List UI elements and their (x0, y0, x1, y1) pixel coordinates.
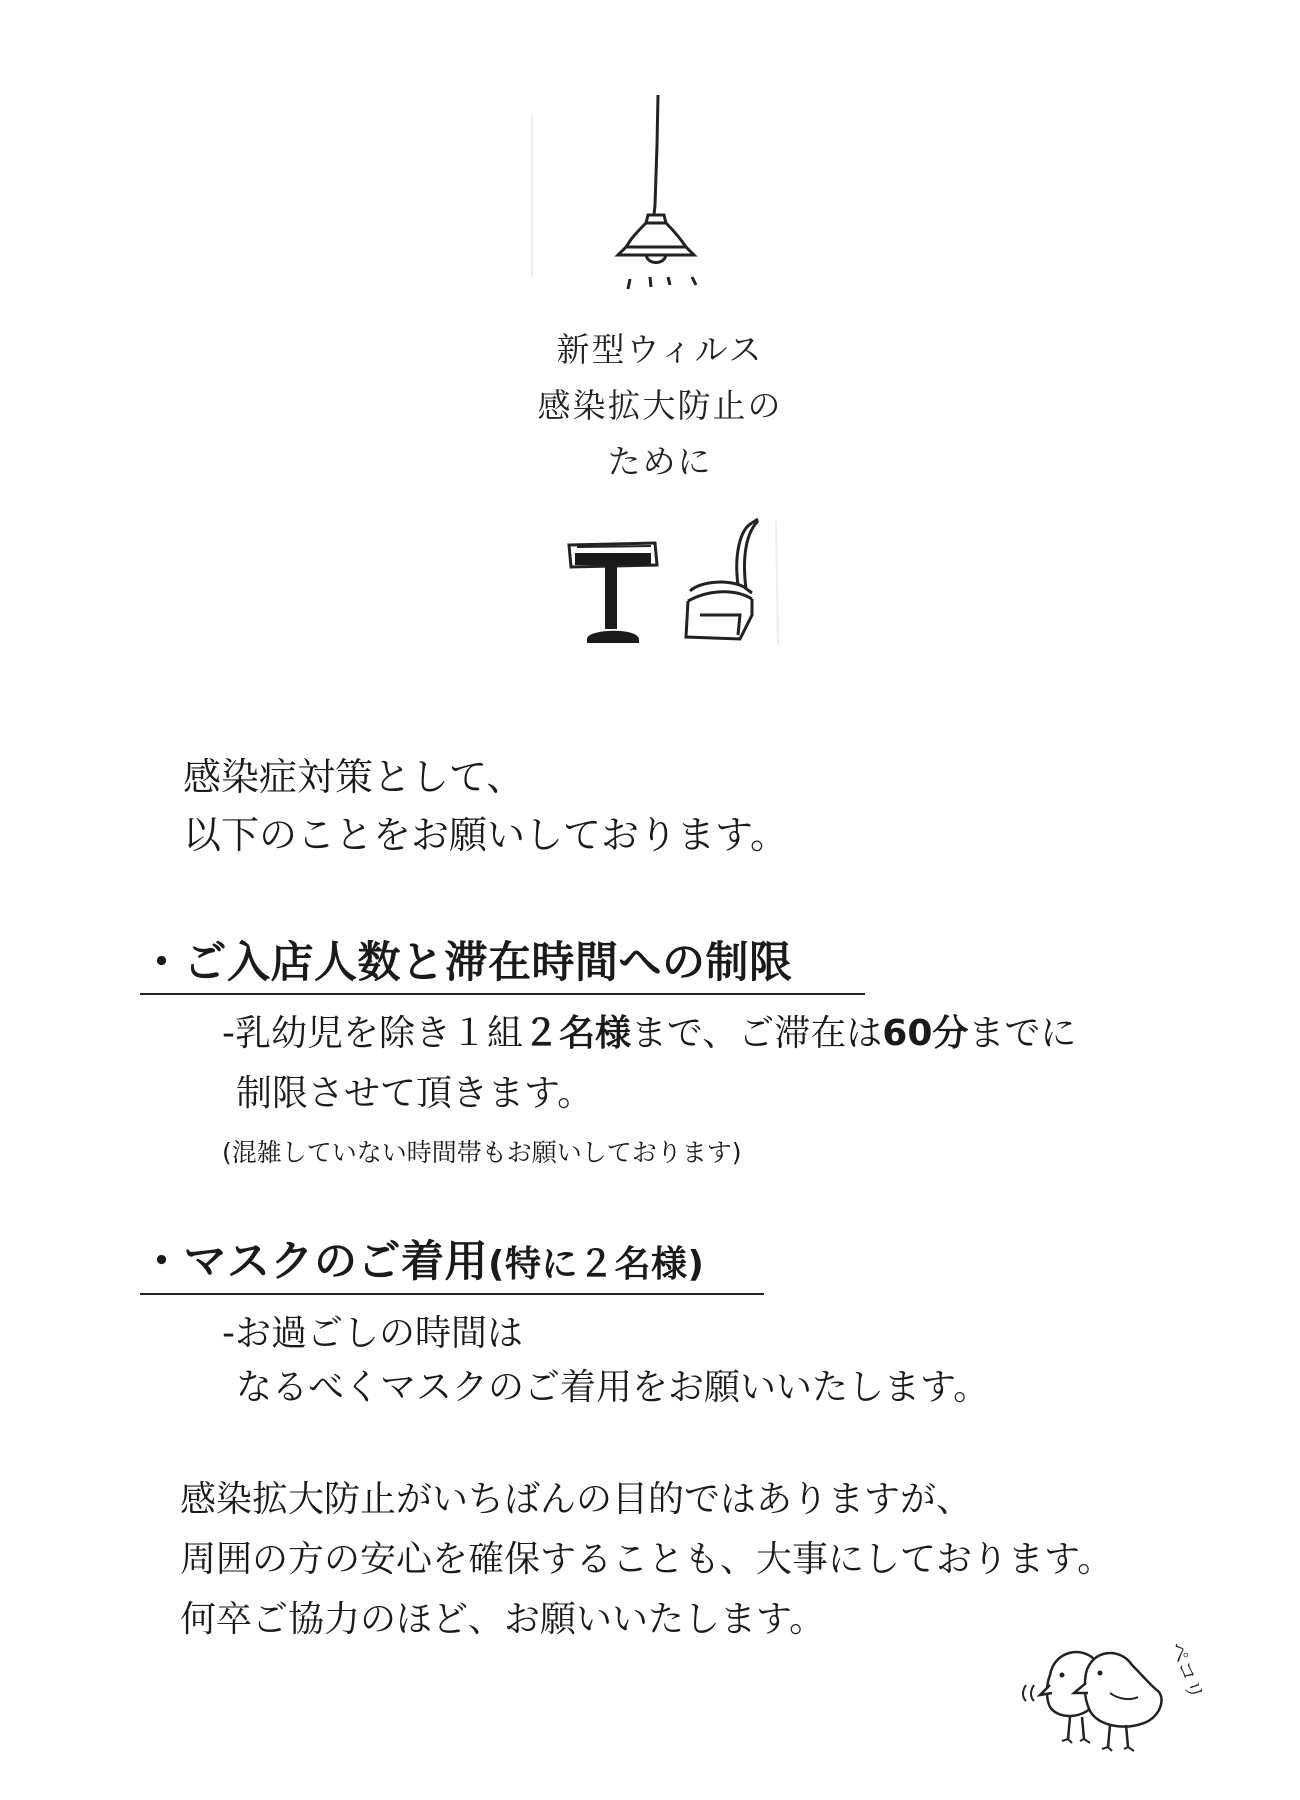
section-heading-entry-limit: ・ご入店人数と滞在時間への制限 (140, 938, 793, 988)
closing-line-3: 何卒ご協力のほど、お願いいたします。 (180, 1599, 826, 1640)
section-heading-underline (140, 1293, 764, 1295)
title-line-2: 感染拡大防止の (537, 386, 783, 425)
entry-limit-party-size: ２名様 (523, 1013, 632, 1054)
mask-line-1: -お過ごしの時間は (222, 1313, 523, 1354)
intro-line-2: 以下のことをお願いしております。 (183, 813, 788, 857)
intro-text (183, 748, 788, 864)
entry-limit-text-mid: まで、ご滞在は (631, 1013, 883, 1054)
entry-limit-line-1 (222, 1008, 1076, 1060)
closing-text (180, 1470, 1113, 1650)
closing-line-2: 周囲の方の安心を確保することも、大事にしております。 (180, 1539, 1114, 1580)
chair-icon (680, 515, 790, 650)
pendant-lamp-icon (530, 95, 700, 295)
entry-limit-note: (混雑していない時間帯もお願いしております) (222, 1138, 742, 1167)
entry-limit-line-2: 制限させて頂きます。 (236, 1073, 594, 1114)
title-line-3: ために (607, 442, 713, 481)
title-line-1: 新型ウィルス (556, 330, 764, 369)
entry-limit-text-pre: -乳幼児を除き１組 (222, 1013, 523, 1054)
section-heading-mask-sub: (特に２名様) (488, 1244, 705, 1285)
mask-line-2: なるべくマスクのご着用をお願いいたします。 (236, 1367, 990, 1408)
page-title (450, 322, 870, 490)
entry-limit-text-post: までに (968, 1013, 1077, 1054)
closing-line-1: 感染拡大防止がいちばんの目的ではありますが、 (180, 1479, 973, 1520)
bowing-birds-icon (1010, 1615, 1210, 1765)
entry-limit-duration: 60分 (882, 1013, 969, 1054)
bow-sound-text: ペコリ (1165, 1638, 1209, 1704)
intro-line-1: 感染症対策として、 (183, 755, 525, 799)
table-icon (565, 535, 665, 650)
section-heading-underline (140, 993, 865, 995)
section-heading-mask (140, 1234, 704, 1293)
section-heading-mask-main: ・マスクのご着用 (140, 1237, 488, 1287)
